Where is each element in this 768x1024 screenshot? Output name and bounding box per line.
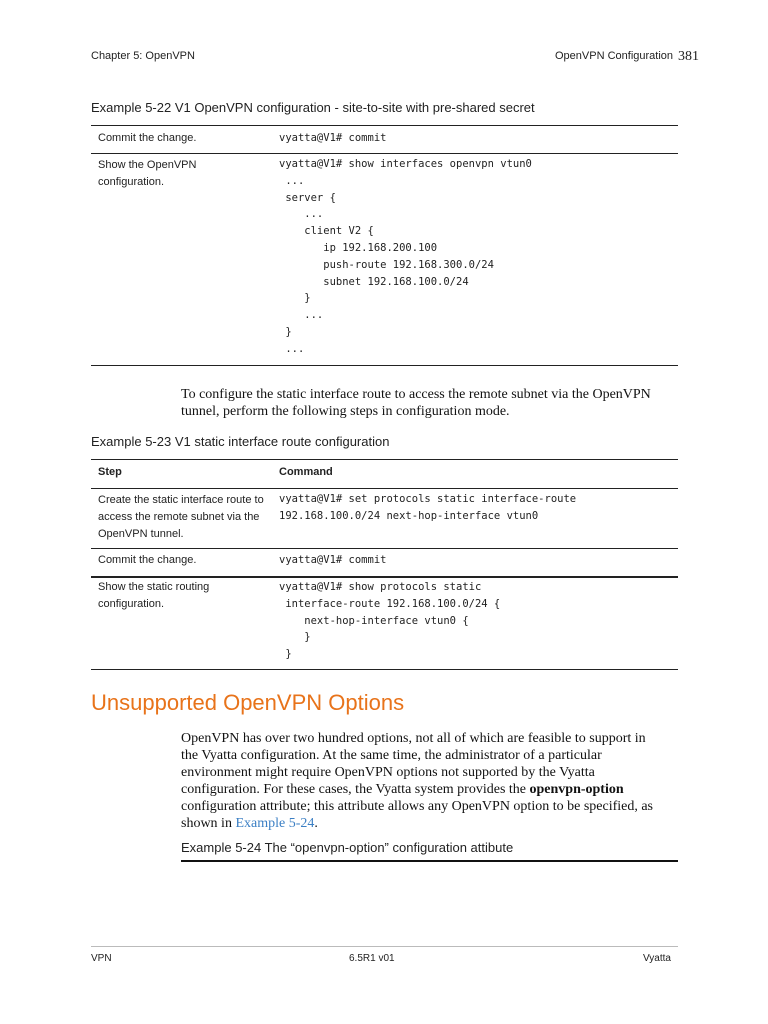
footer-left: VPN: [91, 953, 112, 964]
table-rule: [91, 153, 678, 154]
table-rule: [181, 860, 678, 862]
running-header-chapter: Chapter 5: OpenVPN: [91, 50, 195, 62]
page-number: 381: [678, 49, 699, 64]
footer-right: Vyatta: [643, 953, 671, 964]
table-command-cell: vyatta@V1# commit: [279, 132, 387, 144]
table-rule: [91, 365, 678, 366]
paragraph-text: configuration attribute; this attribute allows any OpenVPN option to be specified, as shown in: [181, 799, 654, 831]
example-5-24-caption: Example 5-24 The “openvpn-option” configuration attibute: [181, 840, 514, 855]
table-command-cell: vyatta@V1# commit: [279, 554, 387, 566]
footer-rule: [91, 946, 678, 947]
table-rule: [91, 459, 678, 460]
table-command-cell: vyatta@V1# show interfaces openvpn vtun0 ... server { ... client V2 { ip 192.168.200.100 push-route 192.168.300.0/24 subnet 192.168.100.0/24 } ... } ...: [279, 158, 532, 355]
body-paragraph: To configure the static interface route to access the remote subnet via the OpenVPN tunnel, perform the following steps in configuration mode.: [181, 387, 651, 419]
table-rule: [91, 669, 678, 670]
table-step-cell: Create the static interface route to access the remote subnet via the OpenVPN tunnel.: [98, 494, 264, 540]
example-5-22-caption: Example 5-22 V1 OpenVPN configuration - site-to-site with pre-shared secret: [91, 100, 535, 115]
table-step-cell: Show the static routing configuration.: [98, 581, 210, 610]
table-rule: [91, 125, 678, 126]
table-command-cell: vyatta@V1# set protocols static interface-route 192.168.100.0/24 next-hop-interface vtun0: [279, 493, 577, 522]
footer-center: 6.5R1 v01: [349, 953, 395, 964]
section-heading: Unsupported OpenVPN Options: [91, 690, 405, 715]
example-5-24-link[interactable]: Example 5-24: [235, 816, 315, 831]
table-rule: [91, 576, 678, 578]
option-keyword: openvpn-option: [529, 782, 624, 797]
table-rule: [91, 548, 678, 549]
table-step-cell: Show the OpenVPN configuration.: [98, 159, 197, 188]
table-step-cell: Commit the change.: [98, 554, 197, 566]
paragraph-text: .: [314, 816, 318, 831]
column-header-step: Step: [98, 466, 122, 478]
paragraph-text: OpenVPN has over two hundred options, not all of which are feasible to support in the Vyatta configuration. At the same time, the administrator of a particular environment might require OpenVPN options not supported by the Vyatta configuration. For these cases, the Vyatta system provides the: [181, 731, 646, 797]
section-paragraph: [181, 730, 661, 832]
table-step-cell: Commit the change.: [98, 132, 197, 144]
running-header-section: OpenVPN Configuration: [555, 50, 674, 62]
table-rule: [91, 488, 678, 489]
column-header-command: Command: [279, 466, 333, 478]
table-command-cell: vyatta@V1# show protocols static interface-route 192.168.100.0/24 { next-hop-interface vtun0 { } }: [279, 581, 501, 661]
example-5-23-caption: Example 5-23 V1 static interface route configuration: [91, 434, 390, 449]
